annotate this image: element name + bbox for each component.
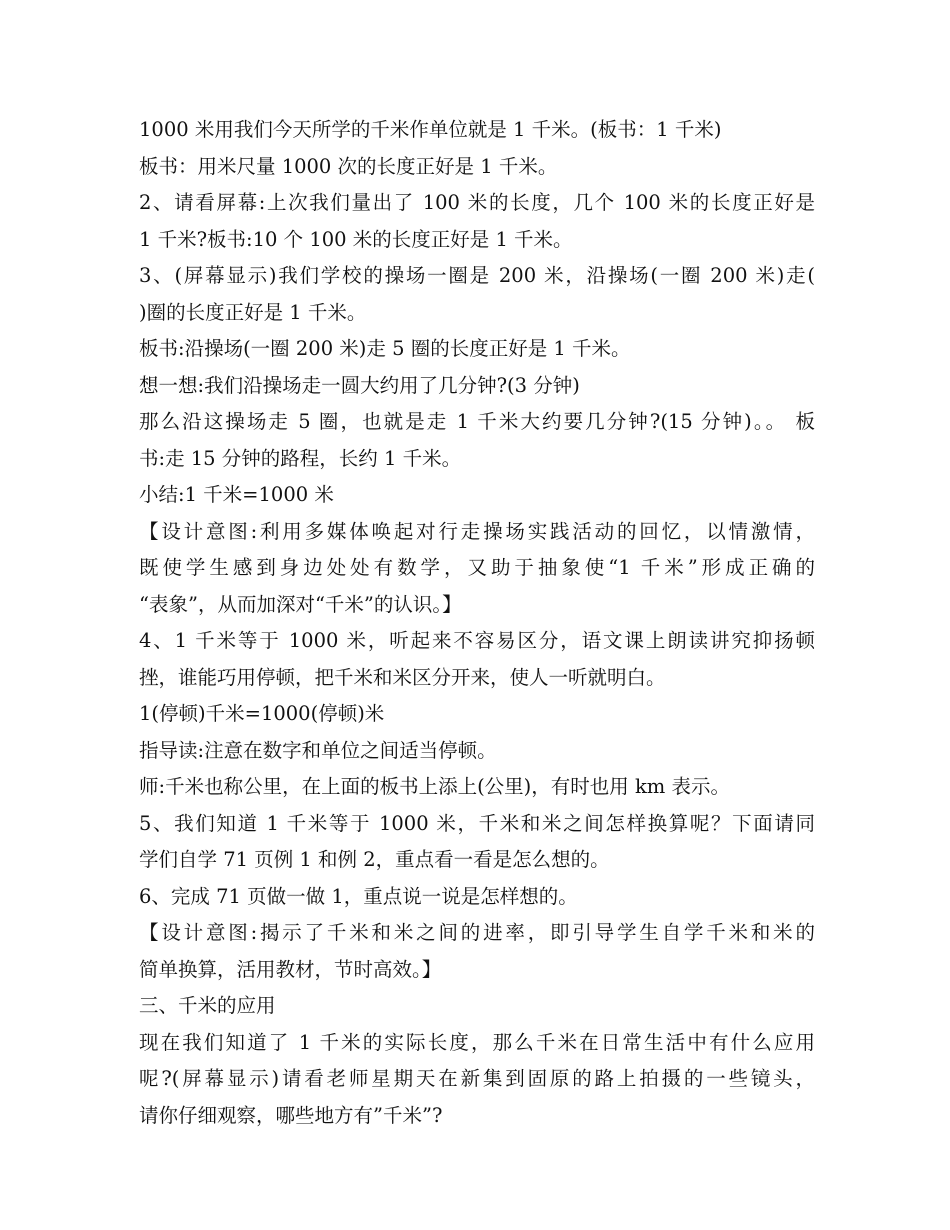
text-line: 既使学生感到身边处处有数学，又助于抽象使“1 千米”形成正确的 <box>139 556 815 579</box>
text-line: 想一想:我们沿操场走一圆大约用了几分钟?(3 分钟) <box>139 373 580 397</box>
text-line: 1000 米用我们今天所学的千米作单位就是 1 千米。(板书：1 千米) <box>139 118 722 141</box>
text-line: 1 千米?板书:10 个 100 米的长度正好是 1 千米。 <box>139 227 573 251</box>
text-line: 板书：用米尺量 1000 次的长度正好是 1 千米。 <box>139 154 558 178</box>
text-line: 【设计意图:利用多媒体唤起对行走操场实践活动的回忆，以情激情， <box>139 519 815 543</box>
text-line: 1(停顿)千米=1000(停顿)米 <box>139 702 385 725</box>
text-line: 书:走 15 分钟的路程，长约 1 千米。 <box>139 446 462 470</box>
text-line: 小结:1 千米=1000 米 <box>139 483 334 506</box>
text-line: 4、1 千米等于 1000 米，听起来不容易区分，语文课上朗读讲究抑扬顿 <box>139 629 815 652</box>
text-line: 5、我们知道 1 千米等于 1000 米，千米和米之间怎样换算呢？下面请同 <box>139 811 815 835</box>
text-line: 三、千米的应用 <box>139 994 276 1017</box>
document-body <box>139 112 815 1134</box>
text-line: 学们自学 71 页例 1 和例 2，重点看一看是怎么想的。 <box>139 848 610 871</box>
text-line: 指导读:注意在数字和单位之间适当停顿。 <box>139 738 497 762</box>
text-line: 6、完成 71 页做一做 1，重点说一说是怎样想的。 <box>139 884 578 908</box>
text-line: 现在我们知道了 1 千米的实际长度，那么千米在日常生活中有什么应用 <box>139 1030 815 1054</box>
text-line: 【设计意图:揭示了千米和米之间的进率，即引导学生自学千米和米的 <box>139 921 815 944</box>
text-line: 3、(屏幕显示)我们学校的操场一圈是 200 米，沿操场(一圈 200 米)走( <box>139 264 815 287</box>
text-line: )圈的长度正好是 1 千米。 <box>139 300 367 324</box>
text-line: “表象”，从而加深对“千米”的认识。】 <box>139 592 462 616</box>
text-line: 板书:沿操场(一圈 200 米)走 5 圈的长度正好是 1 千米。 <box>139 337 631 360</box>
text-line: 2、请看屏幕:上次我们量出了 100 米的长度，几个 100 米的长度正好是 <box>139 191 815 214</box>
text-line: 请你仔细观察，哪些地方有”千米”? <box>139 1103 443 1127</box>
text-line: 简单换算，活用教材，节时高效。】 <box>139 957 442 981</box>
text-line: 挫，谁能巧用停顿，把千米和米区分开来，使人一听就明白。 <box>139 665 666 689</box>
text-line: 呢?(屏幕显示)请看老师星期天在新集到固原的路上拍摄的一些镜头， <box>139 1067 815 1090</box>
text-line: 师:千米也称公里，在上面的板书上添上(公里)，有时也用 km 表示。 <box>139 775 730 798</box>
text-line: 那么沿这操场走 5 圈，也就是走 1 千米大约要几分钟?(15 分钟)。。 板 <box>139 410 815 433</box>
